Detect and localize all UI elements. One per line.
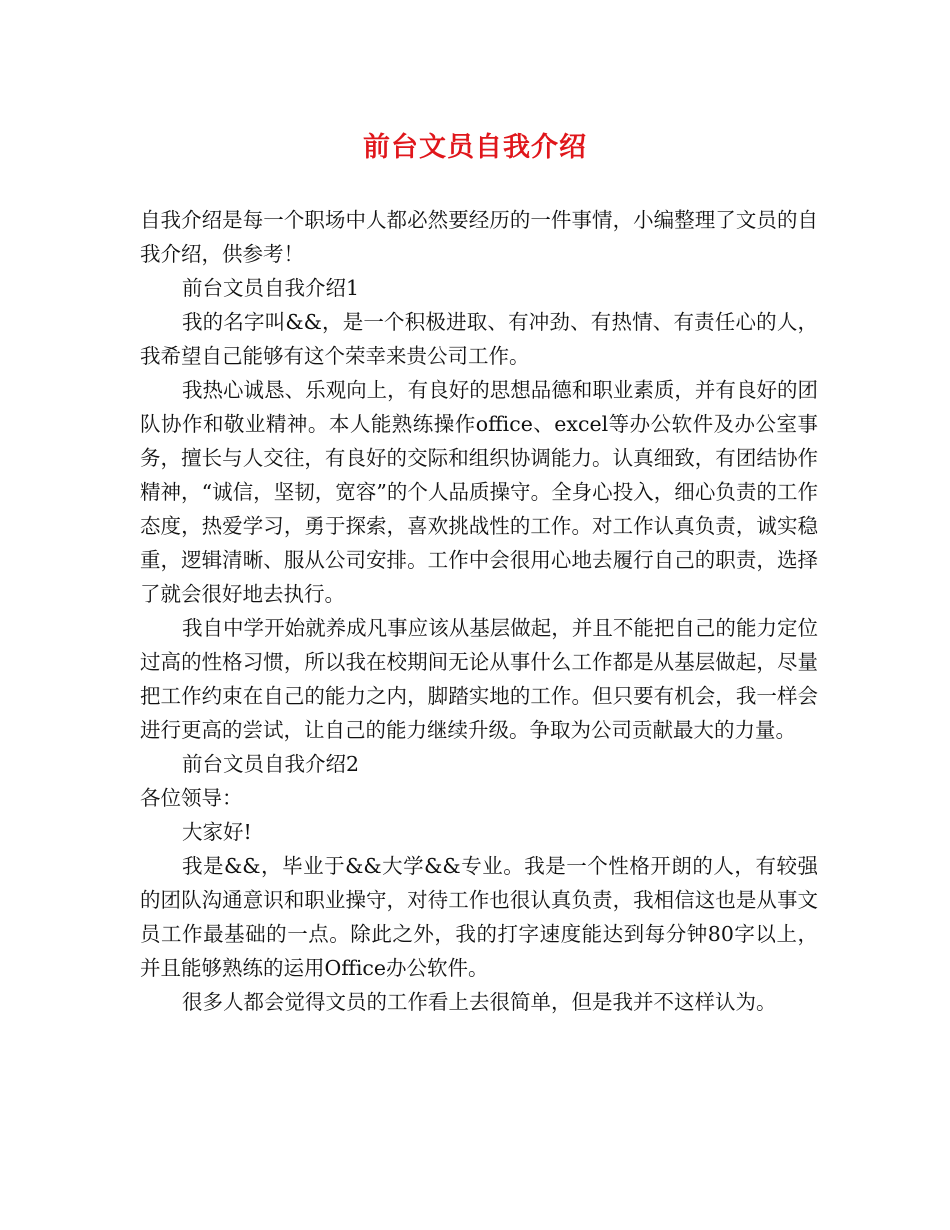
intro-paragraph: 自我介绍是每一个职场中人都必然要经历的一件事情，小编整理了文员的自我介绍，供参考！ bbox=[140, 208, 818, 266]
section-heading-1: 前台文员自我介绍1 bbox=[182, 276, 360, 300]
section-heading-2: 前台文员自我介绍2 bbox=[182, 752, 360, 776]
paragraph-qualities: 我热心诚恳、乐观向上，有良好的思想品德和职业素质，并有良好的团队协作和敬业精神。本人能熟练操作office、excel等办公软件及办公室事务，擅长与人交往，有良好的交际和组织协调能力。认真细致，有团结协作精神，“诚信，坚韧，宽容”的个人品质操守。全身心投入，细心负责的工作态度，热爱学习，勇于探索，喜欢挑战性的工作。对工作认真负责，诚实稳重，逻辑清晰、服从公司安排。工作中会很用心地去履行自己的职责，选择了就会很好地去执行。 bbox=[140, 378, 818, 606]
paragraph-background: 我是&&，毕业于&&大学&&专业。我是一个性格开朗的人，有较强的团队沟通意识和职业操守，对待工作也很认真负责，我相信这也是从事文员工作最基础的一点。除此之外，我的打字速度能达到每分钟80字以上，并且能够熟练的运用Office办公软件。 bbox=[140, 854, 818, 980]
salutation: 各位领导： bbox=[140, 786, 243, 810]
paragraph-work-habits: 我自中学开始就养成凡事应该从基层做起，并且不能把自己的能力定位过高的性格习惯，所以我在校期间无论从事什么工作都是从基层做起，尽量把工作约束在自己的能力之内，脚踏实地的工作。但只要有机会，我一样会进行更高的尝试，让自己的能力继续升级。争取为公司贡献最大的力量。 bbox=[140, 616, 818, 742]
document-title: 前台文员自我介绍 bbox=[363, 132, 587, 163]
greeting: 大家好! bbox=[182, 820, 252, 844]
paragraph-name: 我的名字叫&&，是一个积极进取、有冲劲、有热情、有责任心的人，我希望自己能够有这个荣幸来贵公司工作。 bbox=[140, 310, 818, 368]
paragraph-closing: 很多人都会觉得文员的工作看上去很简单，但是我并不这样认为。 bbox=[182, 990, 777, 1014]
document-body bbox=[140, 203, 818, 1019]
